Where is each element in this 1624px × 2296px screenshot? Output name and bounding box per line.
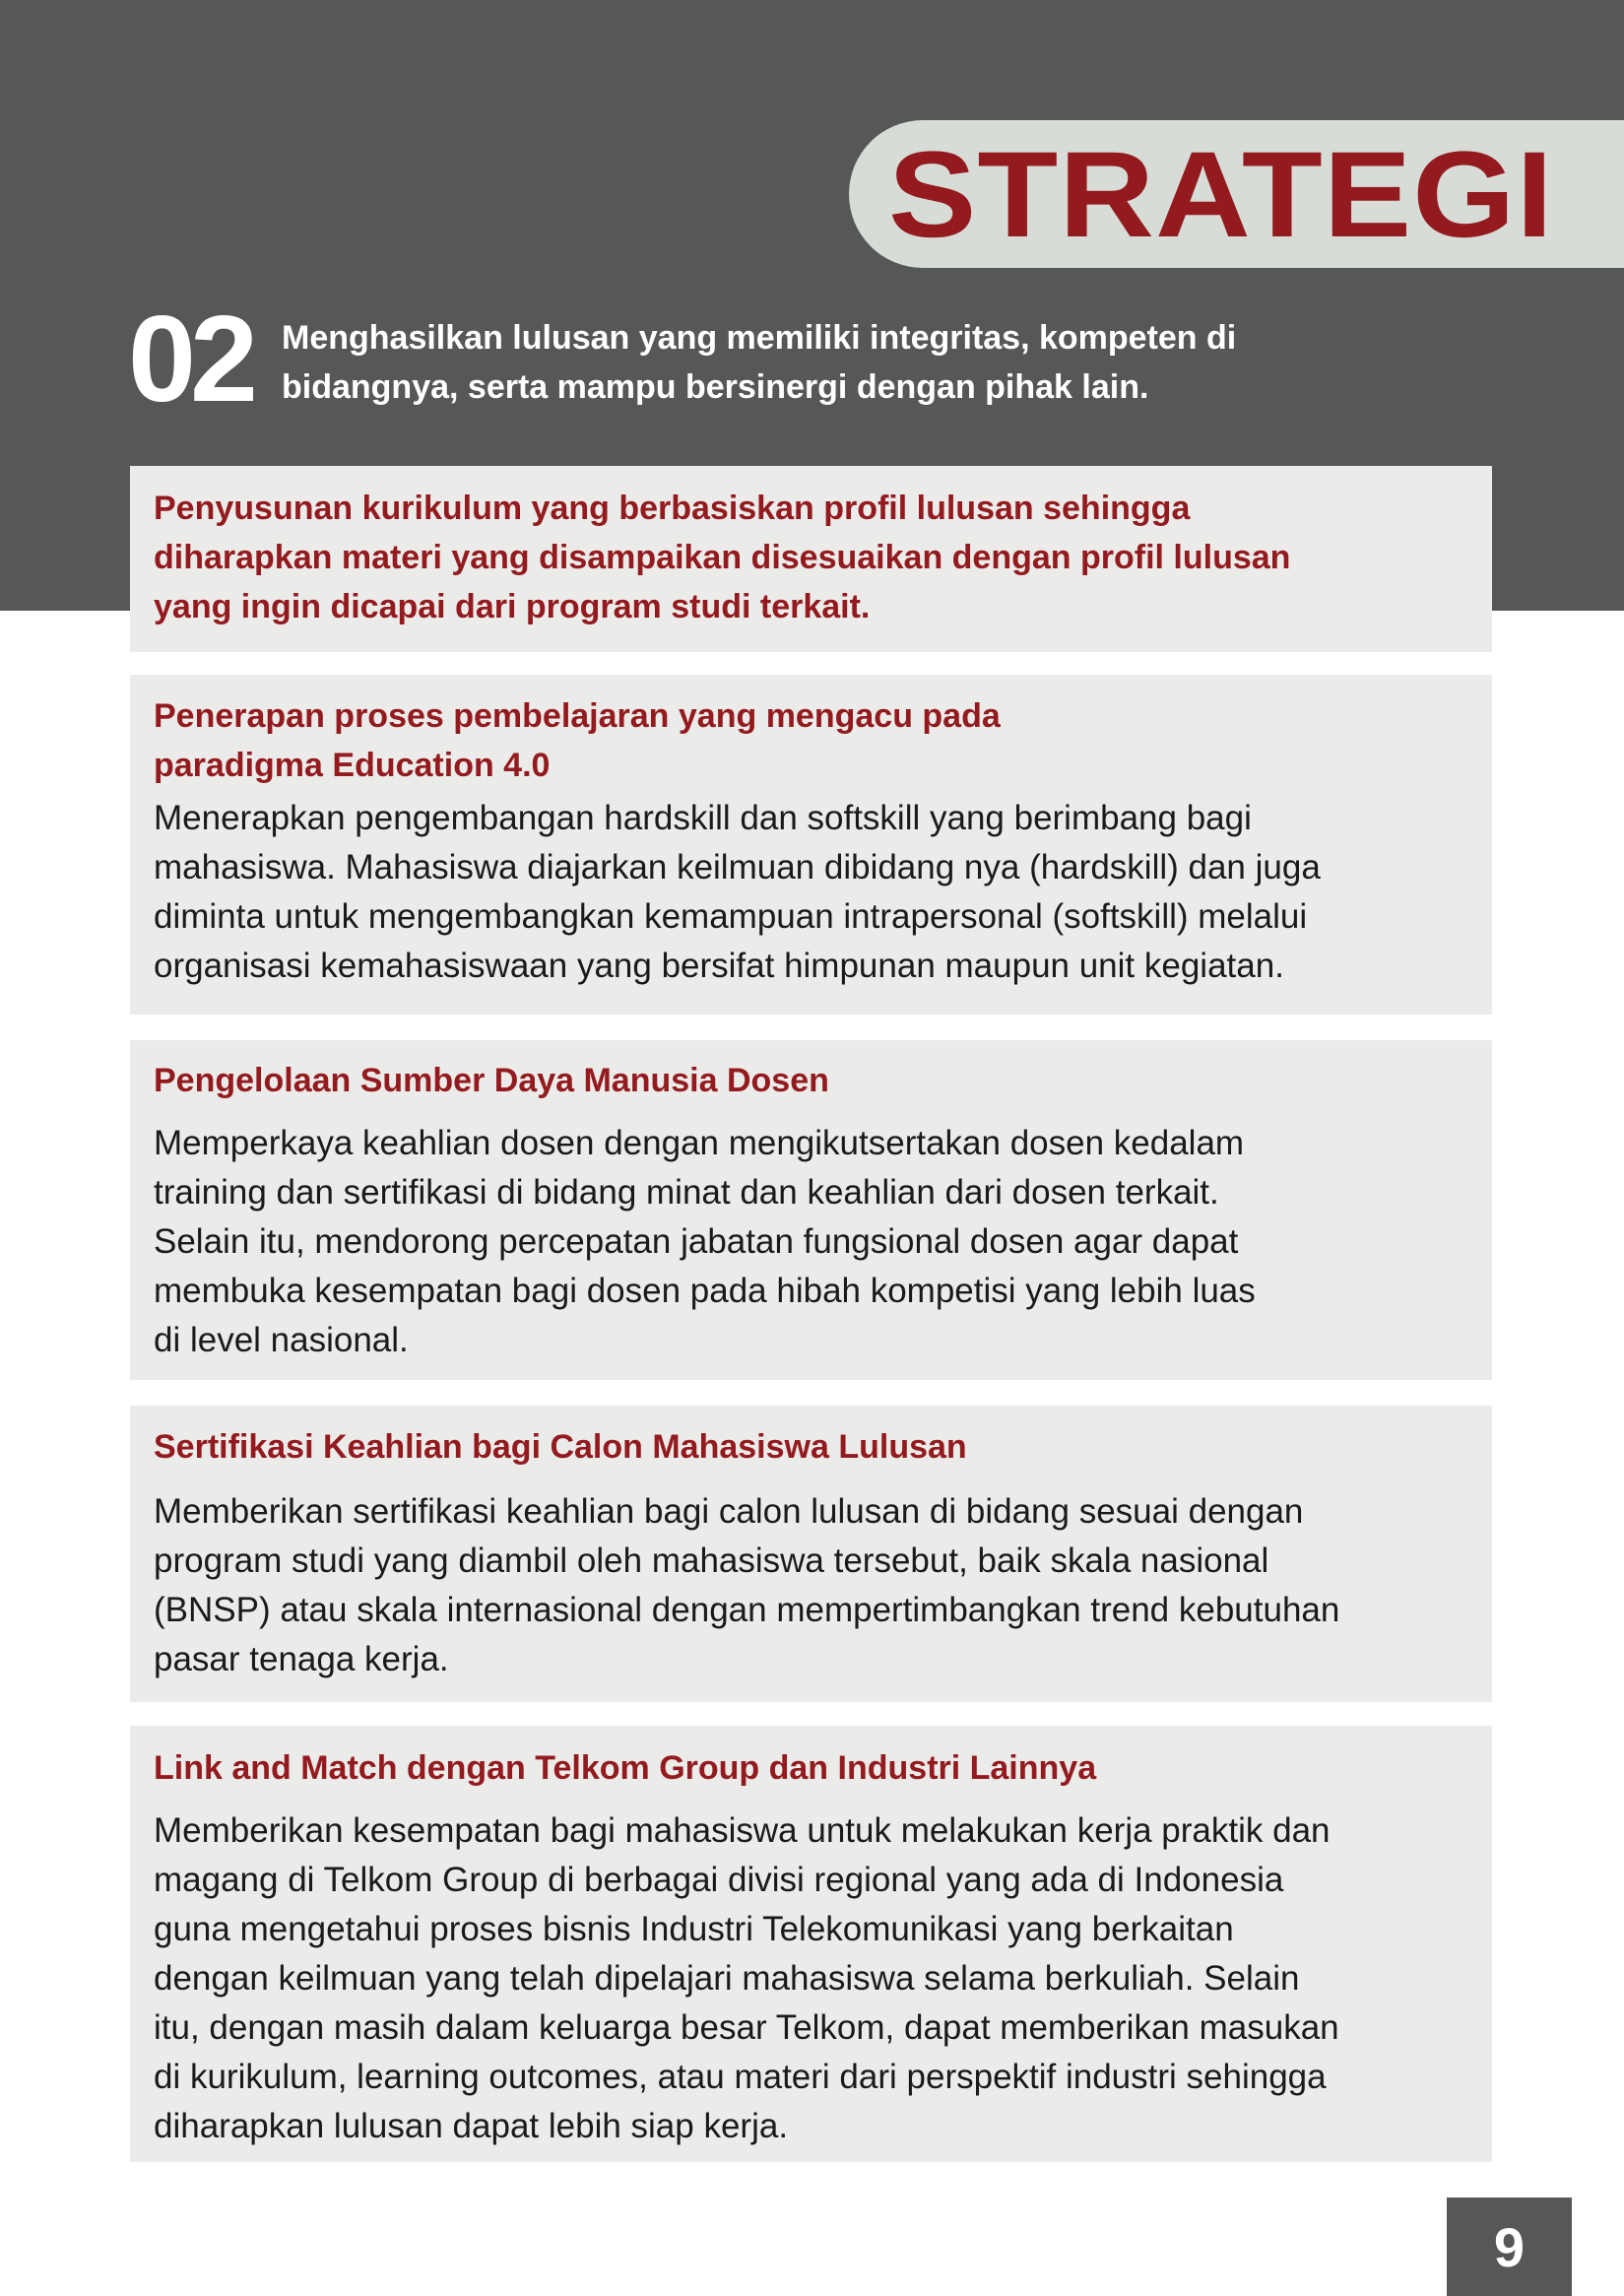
item-body — [154, 1806, 1339, 2151]
heading-line: Penerapan proses pembelajaran yang mengacu pada — [154, 697, 1001, 735]
body-line: training dan sertifikasi di bidang minat dan keahlian dari dosen terkait. — [154, 1173, 1219, 1212]
strategy-item-curriculum — [130, 466, 1492, 652]
body-line: (BNSP) atau skala internasional dengan mempertimbangkan trend kebutuhan — [154, 1591, 1340, 1629]
body-line: diminta untuk mengembangkan kemampuan intrapersonal (softskill) melalui — [154, 897, 1308, 936]
item-heading — [154, 484, 1290, 631]
body-line: diharapkan lulusan dapat lebih siap kerja. — [154, 2107, 789, 2145]
section-number: 02 — [128, 292, 252, 427]
body-line: Selain itu, mendorong percepatan jabatan fungsional dosen agar dapat — [154, 1222, 1239, 1261]
body-line: Memperkaya keahlian dosen dengan mengikutsertakan dosen kedalam — [154, 1124, 1245, 1162]
body-line: itu, dengan masih dalam keluarga besar Telkom, dapat memberikan masukan — [154, 2008, 1339, 2047]
body-line: pasar tenaga kerja. — [154, 1640, 449, 1678]
body-line: membuka kesempatan bagi dosen pada hibah kompetisi yang lebih luas — [154, 1272, 1256, 1310]
goal-line: Menghasilkan lulusan yang memiliki integritas, kompeten di — [282, 319, 1237, 357]
body-line: di level nasional. — [154, 1321, 409, 1359]
body-line: magang di Telkom Group di berbagai divisi regional yang ada di Indonesia — [154, 1861, 1284, 1899]
strategy-item-certification — [130, 1406, 1492, 1702]
heading-line: yang ingin dicapai dari program studi terkait. — [154, 588, 871, 625]
page-number: 9 — [1447, 2198, 1572, 2296]
body-line: Menerapkan pengembangan hardskill dan softskill yang berimbang bagi — [154, 799, 1252, 837]
item-body — [154, 794, 1321, 991]
body-line: organisasi kemahasiswaan yang bersifat himpunan maupun unit kegiatan. — [154, 947, 1284, 985]
body-line: Memberikan kesempatan bagi mahasiswa untuk melakukan kerja praktik dan — [154, 1811, 1331, 1850]
heading-line: Penyusunan kurikulum yang berbasiskan profil lulusan sehingga — [154, 490, 1191, 527]
body-line: Memberikan sertifikasi keahlian bagi calon lulusan di bidang sesuai dengan — [154, 1492, 1304, 1531]
body-line: dengan keilmuan yang telah dipelajari mahasiswa selama berkuliah. Selain — [154, 1959, 1300, 1998]
body-line: mahasiswa. Mahasiswa diajarkan keilmuan dibidang nya (hardskill) dan juga — [154, 848, 1321, 886]
strategy-item-link-and-match — [130, 1726, 1492, 2162]
item-body — [154, 1487, 1339, 1684]
strategy-item-lecturer-hr — [130, 1040, 1492, 1380]
goal-line: bidangnya, serta mampu bersinergi dengan pihak lain. — [282, 368, 1149, 406]
item-heading — [154, 1743, 1096, 1793]
body-line: di kurikulum, learning outcomes, atau materi dari perspektif industri sehingga — [154, 2058, 1327, 2096]
heading-line: diharapkan materi yang disampaikan disesuaikan dengan profil lulusan — [154, 539, 1291, 576]
page-title: STRATEGI — [888, 127, 1554, 263]
heading-line: paradigma Education 4.0 — [154, 747, 551, 784]
section-goal — [282, 313, 1236, 412]
heading-line: Sertifikasi Keahlian bagi Calon Mahasiswa Lulusan — [154, 1428, 967, 1466]
heading-line: Link and Match dengan Telkom Group dan Industri Lainnya — [154, 1749, 1097, 1787]
item-heading — [154, 1056, 829, 1105]
strategy-item-education-4 — [130, 675, 1492, 1015]
body-line: guna mengetahui proses bisnis Industri Telekomunikasi yang berkaitan — [154, 1910, 1234, 1948]
body-line: program studi yang diambil oleh mahasiswa tersebut, baik skala nasional — [154, 1542, 1269, 1580]
item-body — [154, 1119, 1256, 1365]
item-heading — [154, 691, 1001, 790]
heading-line: Pengelolaan Sumber Daya Manusia Dosen — [154, 1062, 829, 1099]
item-heading — [154, 1422, 967, 1472]
